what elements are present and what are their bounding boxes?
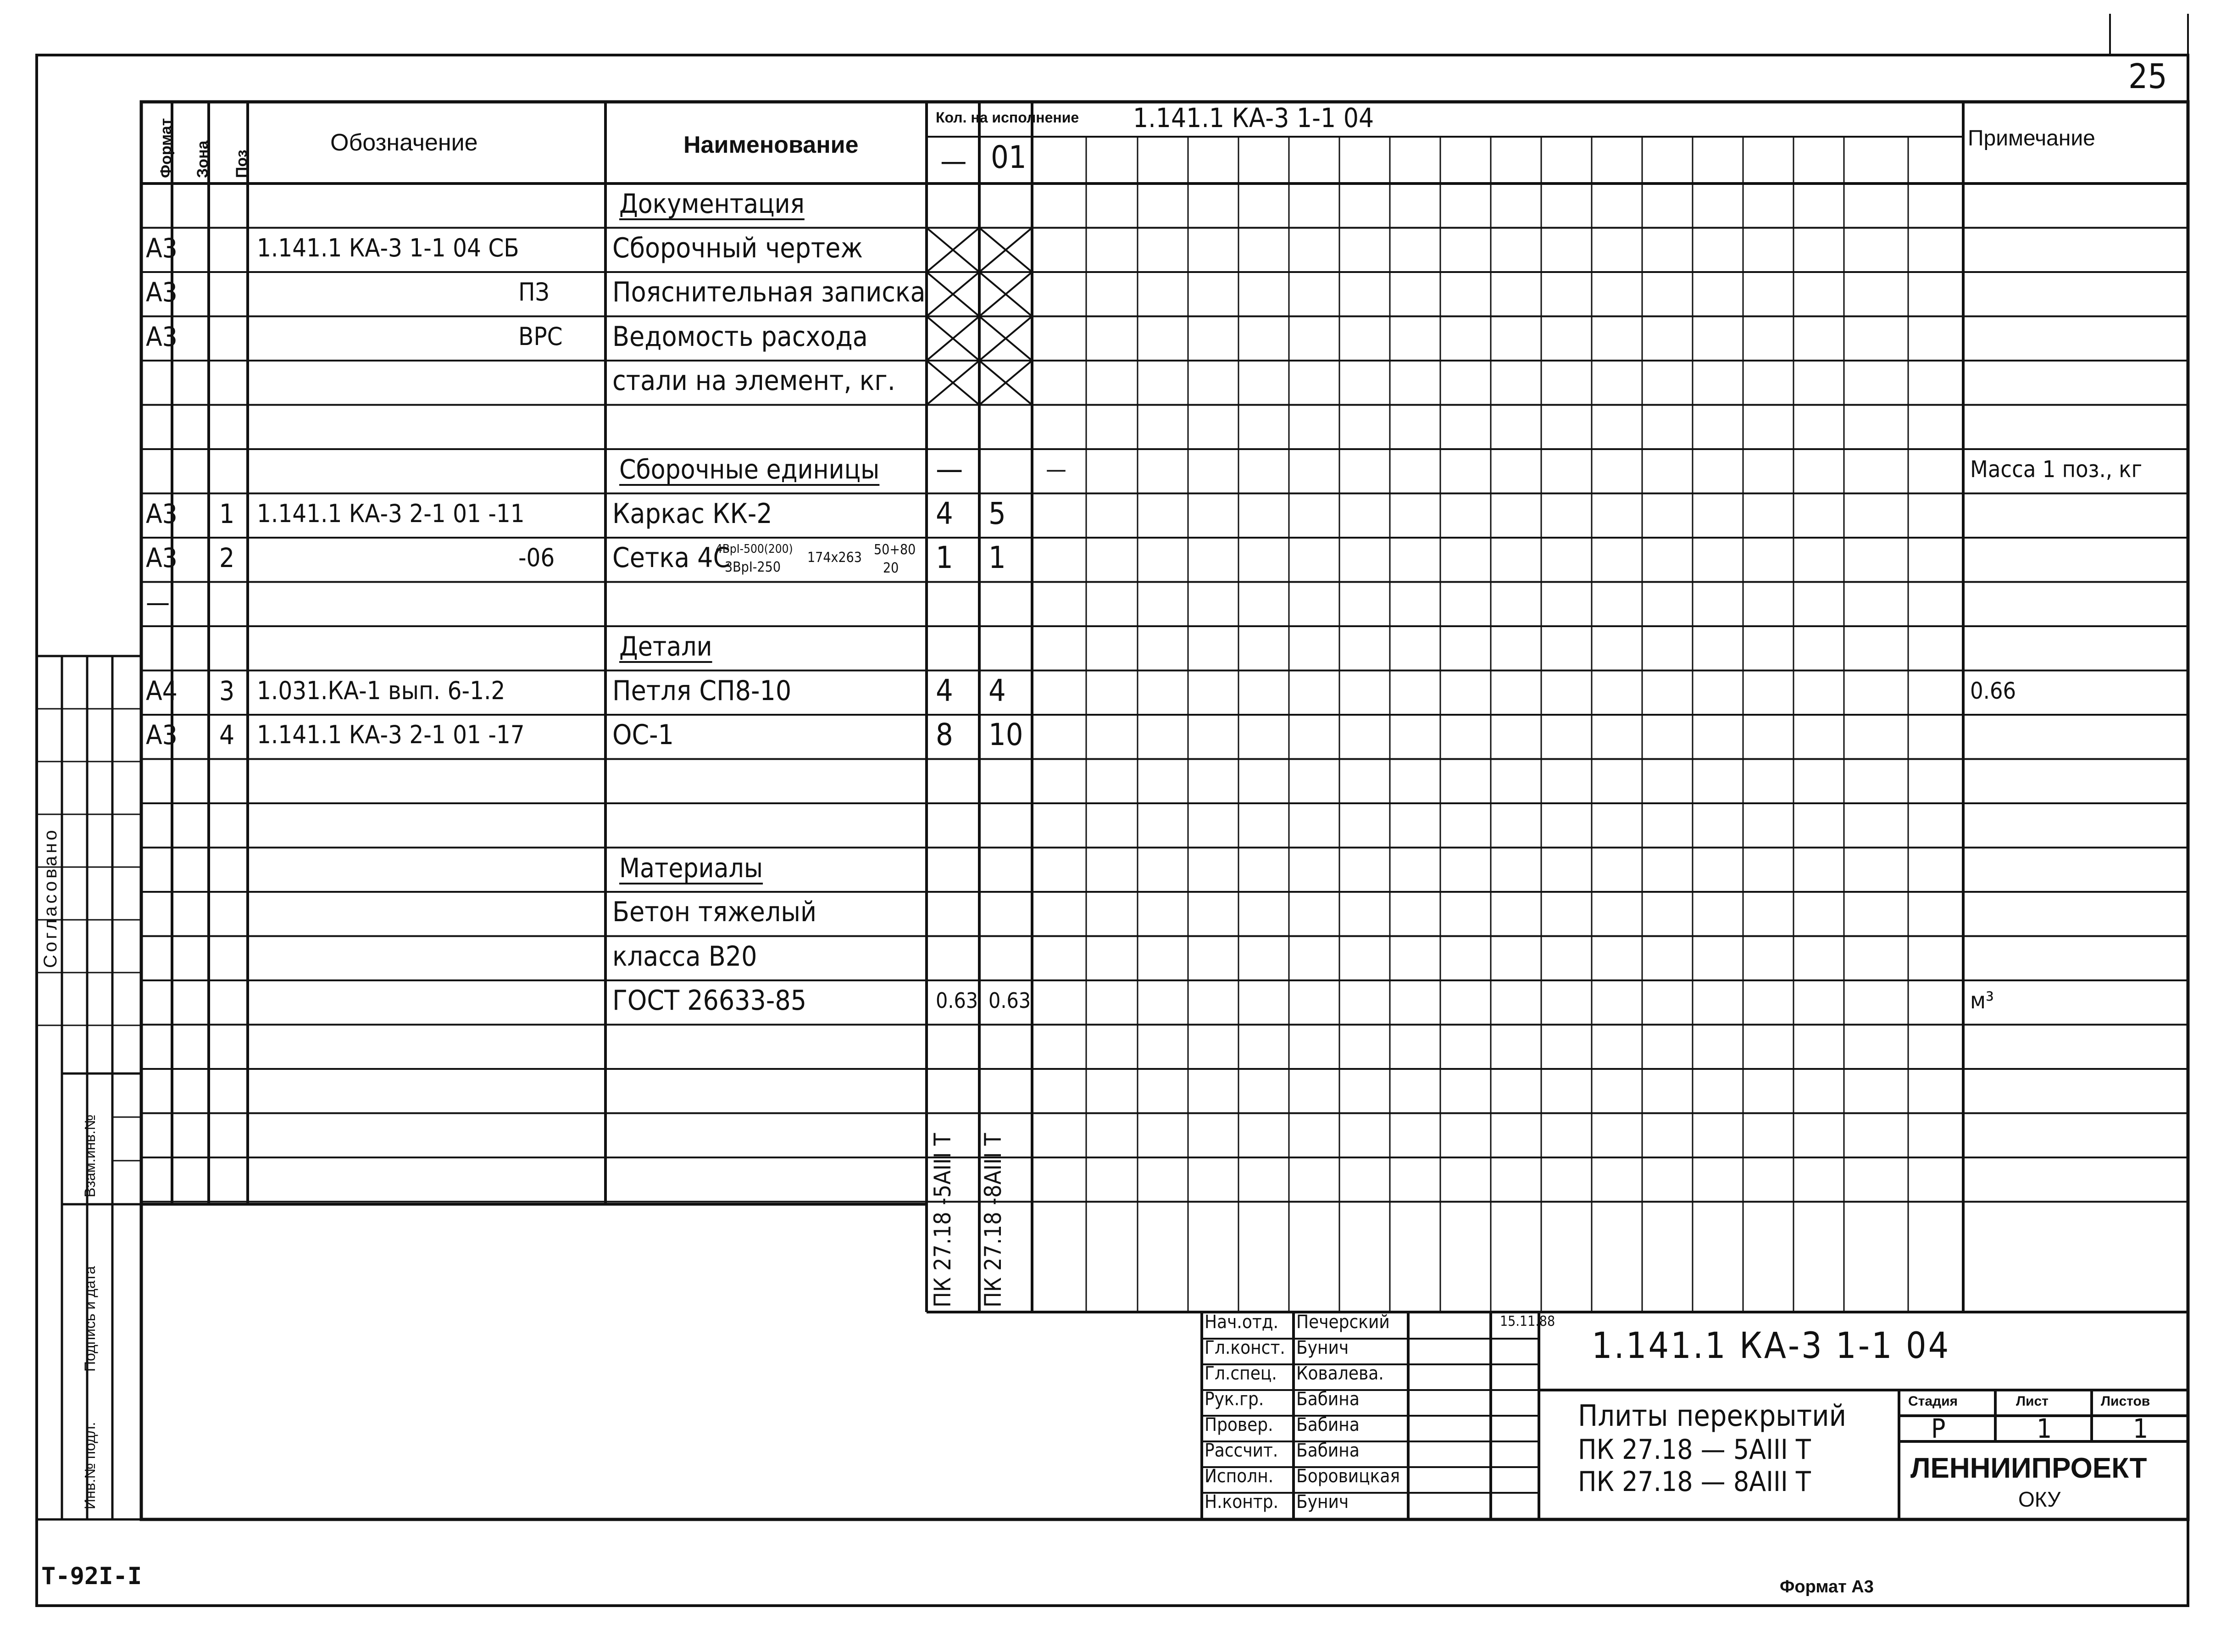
title-role: Исполн.: [1205, 1466, 1274, 1487]
table-border: [141, 102, 2188, 1519]
header-qty-doc: 1.141.1 КА-3 1-1 04: [1133, 102, 1374, 133]
row-format: А3: [146, 321, 178, 352]
row-pos: 1: [219, 498, 235, 529]
mesh-extension-top: 50+80: [874, 542, 916, 558]
cross-mark: [979, 272, 1032, 317]
header-designation: Обозначение: [330, 129, 478, 156]
title-role: Провер.: [1205, 1414, 1273, 1435]
row-name: Петля СП8-10: [612, 674, 792, 707]
row-designation: -06: [518, 543, 555, 573]
cross-mark: [927, 228, 979, 273]
row-format: А4: [146, 675, 178, 706]
title-person: Боровицкая: [1296, 1466, 1400, 1487]
row-designation: 1.031.КА-1 вып. 6-1.2: [257, 676, 505, 705]
qty-variant-2: 5: [988, 495, 1006, 531]
title-role: Рассчит.: [1205, 1440, 1278, 1461]
mesh-extension-bottom: 20: [883, 560, 899, 576]
side-inv-original: Инв.№ подл.: [82, 1422, 98, 1509]
title-date: 15.11.88: [1500, 1313, 1555, 1329]
section-heading: Сборочные единицы: [619, 454, 880, 485]
row-name: Бетон тяжелый: [612, 896, 817, 929]
header-zone: Зона: [194, 140, 211, 178]
stage-label: Стадия: [1908, 1394, 1958, 1409]
row-format: А3: [146, 542, 178, 574]
title-role: Гл.спец.: [1205, 1363, 1277, 1384]
row-name: стали на элемент, кг.: [612, 365, 895, 397]
variant-label-2: ПК 27.18 -8АIII Т: [980, 1133, 1006, 1307]
stage-value: Р: [1931, 1413, 1946, 1444]
sheet-value: 1: [2037, 1413, 2052, 1444]
cross-mark: [927, 317, 979, 361]
qty-variant-2: 0.63: [988, 988, 1031, 1013]
qty-variant-3: —: [1046, 456, 1066, 483]
header-qty-label: Кол. на исполнение: [936, 109, 1079, 126]
footer-format: Формат А3: [1780, 1577, 1874, 1596]
header-var2: 01: [991, 139, 1027, 176]
row-name: Ведомость расхода: [612, 320, 868, 353]
sheets-label: Листов: [2101, 1394, 2150, 1409]
row-note: м³: [1970, 987, 1994, 1014]
side-agreed: Согласовано: [40, 827, 61, 968]
title-role: Нач.отд.: [1205, 1312, 1279, 1333]
row-name: ГОСТ 26633-85: [612, 985, 807, 1017]
mesh-fraction-top: 4ВрI-500(200): [716, 542, 793, 556]
row-pos: 3: [219, 675, 235, 706]
qty-variant-1: 8: [936, 717, 953, 753]
row-format: А3: [146, 498, 178, 529]
section-heading: Детали: [619, 631, 712, 662]
qty-variant-1: 4: [936, 673, 953, 708]
qty-variant-1: 4: [936, 495, 953, 531]
title-person: Бунич: [1296, 1491, 1349, 1513]
cross-mark: [927, 272, 979, 317]
header-name: Наименование: [683, 132, 859, 158]
title-person: Ковалева.: [1296, 1363, 1384, 1384]
cross-mark: [979, 317, 1032, 361]
sheet-number: 25: [2128, 57, 2167, 96]
side-replacement-inv: Взам.инв.№: [82, 1114, 98, 1197]
title-line-1: Плиты перекрытий: [1578, 1399, 1847, 1433]
cross-mark: [979, 361, 1032, 405]
title-role: Гл.конст.: [1205, 1337, 1285, 1358]
title-person: Бабина: [1296, 1440, 1360, 1461]
row-note: 0.66: [1970, 677, 2016, 704]
row-designation: 1.141.1 КА-3 2-1 01 -11: [257, 499, 525, 528]
row-designation: 1.141.1 КА-3 2-1 01 -17: [257, 720, 525, 750]
section-heading: Документация: [619, 188, 805, 220]
mesh-fraction-bottom: 3ВрI-250: [725, 559, 781, 575]
header-var1: —: [940, 145, 967, 178]
row-name: Сборочный чертеж: [612, 232, 863, 264]
row-name: Каркас КК-2: [612, 497, 772, 530]
org-name: ЛЕННИИПРОЕКТ: [1910, 1452, 2147, 1484]
row-name: класса В20: [612, 940, 757, 973]
row-designation: ПЗ: [518, 278, 550, 307]
dept-name: ОКУ: [2018, 1487, 2061, 1511]
row-format: А3: [146, 277, 178, 308]
qty-variant-1: 0.63: [936, 988, 978, 1013]
side-signature-date: Подпись и дата: [82, 1266, 98, 1372]
row-name: Пояснительная записка: [612, 276, 926, 309]
title-person: Бунич: [1296, 1337, 1349, 1358]
title-person: Печерский: [1296, 1312, 1390, 1333]
row-format: А3: [146, 232, 178, 264]
row-pos: 4: [219, 719, 235, 751]
row-designation: 1.141.1 КА-3 1-1 04 СБ: [257, 233, 519, 262]
row-format: А3: [146, 719, 178, 751]
cross-mark: [979, 228, 1032, 273]
cross-mark: [927, 361, 979, 405]
header-format: Формат: [157, 118, 175, 178]
row-designation: ВРС: [518, 322, 563, 351]
outer-frame: [37, 55, 2188, 1606]
row-format: —: [146, 586, 170, 618]
row-pos: 2: [219, 542, 235, 574]
header-note: Примечание: [1968, 126, 2095, 150]
row-note: Масса 1 поз., кг: [1970, 456, 2143, 483]
mesh-size: 174x263: [807, 550, 862, 566]
qty-variant-2: 1: [988, 540, 1006, 576]
variant-label-1: ПК 27.18 -5АIII Т: [929, 1133, 956, 1307]
qty-variant-2: 4: [988, 673, 1006, 708]
sheets-value: 1: [2133, 1413, 2149, 1444]
qty-variant-1: 1: [936, 540, 953, 576]
row-name: ОС-1: [612, 719, 674, 751]
footer-drawing-code: Т-92I-I: [41, 1563, 142, 1590]
qty-variant-2: 10: [988, 717, 1023, 753]
qty-variant-1: —: [936, 451, 963, 487]
title-role: Н.контр.: [1205, 1491, 1279, 1513]
title-role: Рук.гр.: [1205, 1389, 1264, 1410]
title-person: Бабина: [1296, 1389, 1360, 1410]
title-line-2: ПК 27.18 — 5АIII Т: [1578, 1434, 1811, 1466]
section-heading: Материалы: [619, 852, 763, 884]
header-pos: Поз: [233, 150, 250, 178]
row-name: Сетка 4С: [612, 542, 731, 574]
sheet-label: Лист: [2016, 1394, 2049, 1409]
title-person: Бабина: [1296, 1414, 1360, 1435]
title-code: 1.141.1 КА-3 1-1 04: [1592, 1325, 1951, 1367]
title-line-3: ПК 27.18 — 8АIII Т: [1578, 1466, 1811, 1498]
